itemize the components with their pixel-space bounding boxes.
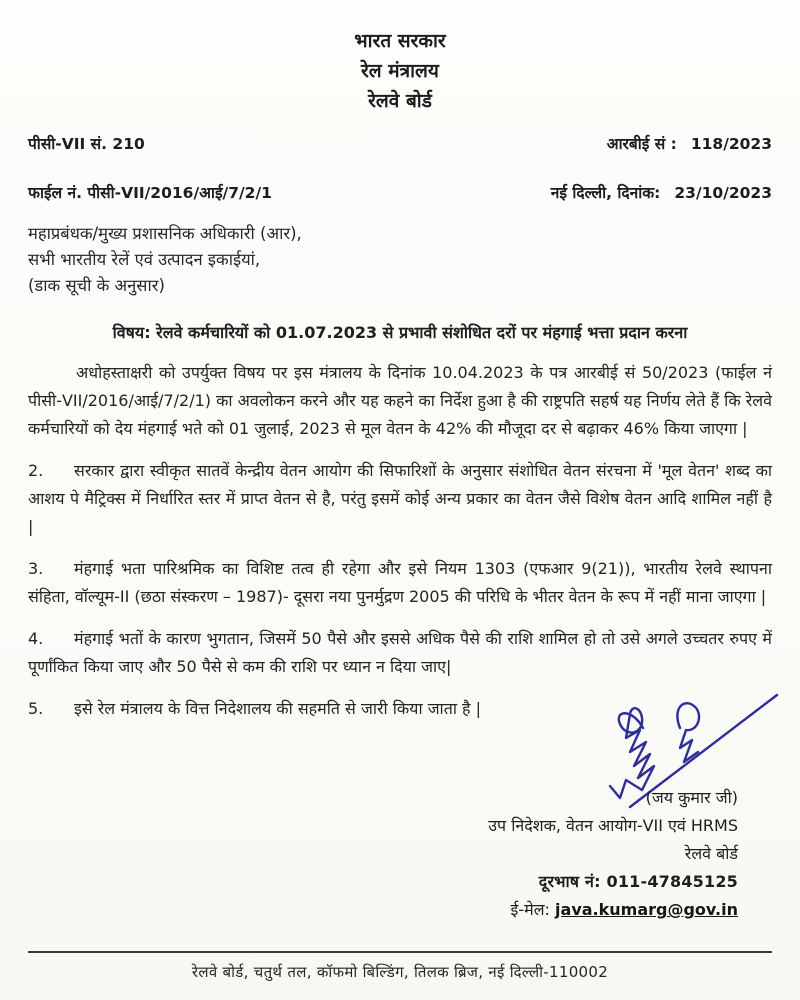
footer-address: रेलवे बोर्ड, चतुर्थ तल, कॉफमो बिल्डिंग, तिलक ब्रिज, नई दिल्ली-110002 xyxy=(191,963,609,981)
paragraph-2 xyxy=(28,457,772,541)
file-number: फाईल नं. पीसी-VII/2016/आई/7/2/1 xyxy=(28,184,272,202)
signature-block xyxy=(488,784,738,924)
paragraph-4 xyxy=(28,625,772,681)
paragraph-3-number: 3. xyxy=(28,559,44,578)
paragraph-5 xyxy=(28,695,772,723)
addressee-line-3: (डाक सूची के अनुसार) xyxy=(28,276,165,295)
paragraph-4-text: मंहगाई भतों के कारण भुगतान, जिसमें 50 पैसे और इससे अधिक पैसे की राशि शामिल हो तो उसे अगले उच्चतर रुपए में पूर्णांकित किया जाए और 50 पैसे से कम की राशि पर ध्यान न दिया जाए| xyxy=(28,629,772,676)
phone-label: दूरभाष नं: xyxy=(538,872,601,891)
rbe-number-value: 118/2023 xyxy=(690,135,772,153)
subject-line: विषय: रेलवे कर्मचारियों को 01.07.2023 से प्रभावी संशोधित दरों पर मंहगाई भत्ता प्रदान करना xyxy=(112,323,688,342)
paragraph-2-number: 2. xyxy=(28,461,44,480)
pc-number: पीसी-VII सं. 210 xyxy=(28,135,145,153)
paragraph-3-text: मंहगाई भता पारिश्रमिक का विशिष्ट तत्व ही रहेगा और इसे नियम 1303 (एफआर 9(21)), भारतीय रेलवे स्थापना संहिता, वॉल्यूम-II (छठा संस्करण – 1987)- दूसरा नया पुनर्मुद्रण 2005 की परिधि के भीतर वेतन के रूप में नहीं माना जाएगा | xyxy=(28,559,772,606)
board-name: रेलवे बोर्ड xyxy=(368,90,432,112)
paragraph-3 xyxy=(28,555,772,611)
paragraph-4-number: 4. xyxy=(28,629,44,648)
rbe-number xyxy=(607,132,772,154)
email-link[interactable]: java.kumarg@gov.in xyxy=(555,900,738,919)
place-date-label: नई दिल्ली, दिनांक: xyxy=(550,184,661,202)
page-footer xyxy=(28,951,772,982)
paragraph-1-text: अधोहस्ताक्षरी को उपर्युक्त विषय पर इस मंत्रालय के दिनांक 10.04.2023 के पत्र आरबीई सं 50/2023 (फाईल नं पीसी-VII/2016/आई/7/2/1) का अवलोकन करने और यह कहने का निर्देश हुआ है की राष्ट्रपति सहर्ष यह निर्णय लेते हैं कि रेलवे कर्मचारियों को देय मंहगाई भते को 01 जुलाई, 2023 से मूल वेतन के 42% की मौजूदा दर से बढ़ाकर 46% किया जाएगा | xyxy=(28,363,772,438)
paragraph-2-text: सरकार द्वारा स्वीकृत सातवें केन्द्रीय वेतन आयोग की सिफारिशों के अनुसार संशोधित वेतन संरचना में 'मूल वेतन' शब्द का आशय पे मैट्रिक्स में निर्धारित स्तर में प्राप्त वेतन से है, परंतु इसमें कोई अन्य प्रकार का वेतन जैसे विशेष वेतन आदि शामिल नहीं है | xyxy=(28,461,772,536)
paragraph-5-number: 5. xyxy=(28,699,44,718)
addressee-line-2: सभी भारतीय रेलें एवं उत्पादन इकाईयां, xyxy=(28,250,261,269)
place-date xyxy=(551,181,772,203)
rbe-number-label: आरबीई सं : xyxy=(606,135,677,153)
letterhead xyxy=(28,26,772,116)
addressee-block xyxy=(28,221,772,299)
ministry-name: रेल मंत्रालय xyxy=(361,60,439,82)
phone-line xyxy=(488,868,738,896)
email-line xyxy=(488,896,738,924)
reference-row-1 xyxy=(28,132,772,154)
date-value: 23/10/2023 xyxy=(674,184,772,202)
paragraph-1 xyxy=(28,359,772,443)
paragraph-5-text: इसे रेल मंत्रालय के वित्त निदेशालय की सहमति से जारी किया जाता है | xyxy=(74,699,482,718)
addressee-line-1: महाप्रबंधक/मुख्य प्रशासनिक अधिकारी (आर), xyxy=(28,224,302,243)
signatory-designation: उप निदेशक, वेतन आयोग-VII एवं HRMS xyxy=(488,816,738,835)
phone-number: 011-47845125 xyxy=(606,872,738,891)
signatory-name: (जय कुमार जी) xyxy=(645,788,738,807)
email-label: ई-मेल: xyxy=(510,900,550,919)
signatory-org: रेलवे बोर्ड xyxy=(684,844,738,863)
govt-name: भारत सरकार xyxy=(354,30,446,52)
reference-row-2 xyxy=(28,181,772,203)
